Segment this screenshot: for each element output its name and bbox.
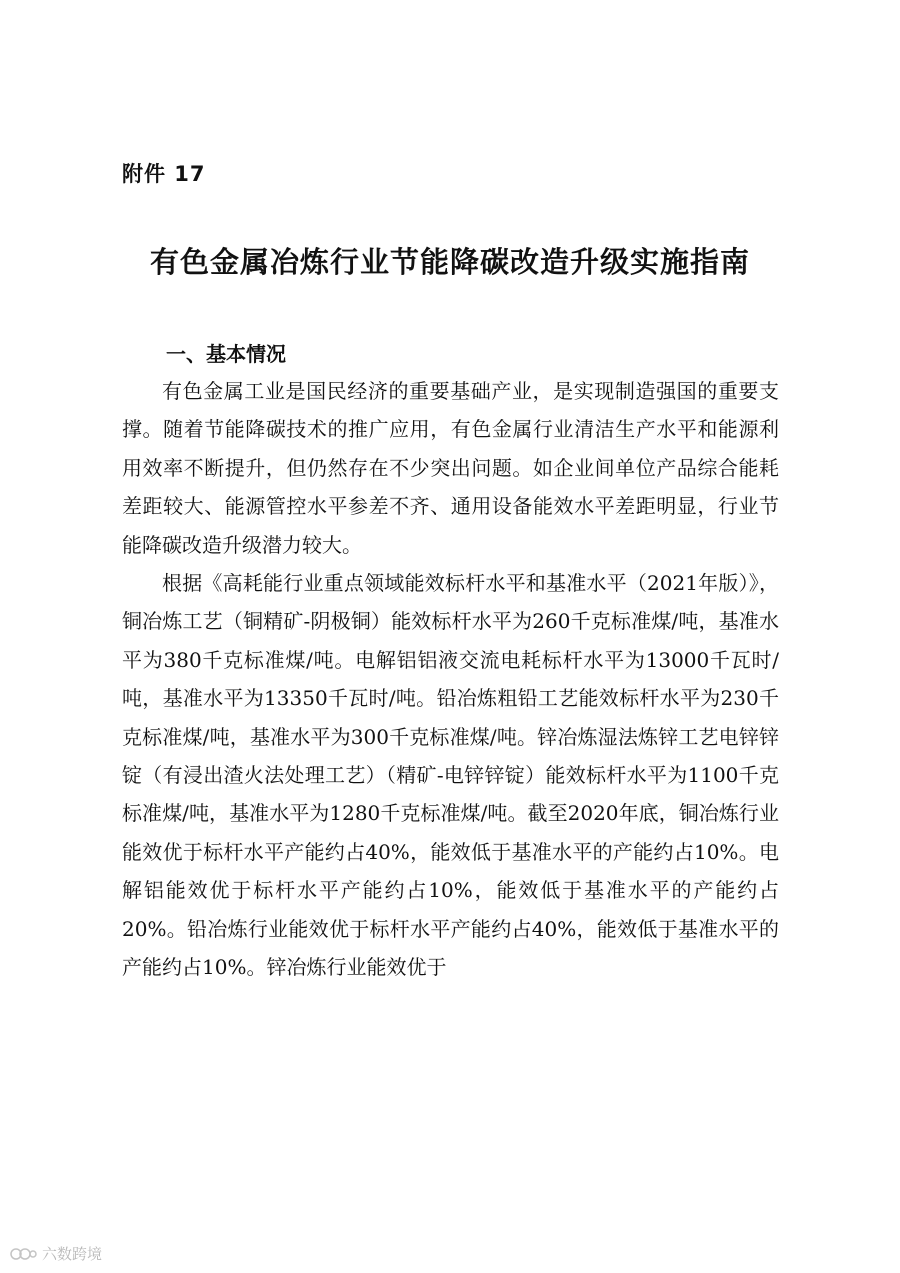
attachment-label: 附件 17: [122, 162, 206, 186]
watermark-logo-icon: [10, 1245, 38, 1263]
watermark-text: 六数跨境: [42, 1245, 103, 1263]
document-title: 有色金属冶炼行业节能降碳改造升级实施指南: [149, 245, 750, 279]
paragraph: 根据《高耗能行业重点领域能效标杆水平和基准水平（2021年版）》，铜冶炼工艺（铜精矿-阴极铜）能效标杆水平为260千克标准煤/吨，基准水平为380千克标准煤/吨。电解铝铝液交流电耗标杆水平为13000千瓦时/吨，基准水平为13350千瓦时/吨。铅冶炼粗铅工艺能效标杆水平为230千克标准煤/吨，基准水平为300千克标准煤/吨。锌冶炼湿法炼锌工艺电锌锌锭（有浸出渣火法处理工艺）（精矿-电锌锌锭）能效标杆水平为1100千克标准煤/吨，基准水平为1280千克标准煤/吨。截至2020年底，铜冶炼行业能效优于标杆水平产能约占40%，能效低于基准水平的产能约占10%。电解铝能效优于标杆水平产能约占10%，能效低于基准水平的产能约占20%。铅冶炼行业能效优于标杆水平产能约占40%，能效低于基准水平的产能约占10%。锌冶炼行业能效优于: [122, 571, 779, 980]
watermark: [10, 1243, 102, 1264]
section-heading: 一、基本情况: [166, 342, 286, 366]
paragraph: 有色金属工业是国民经济的重要基础产业，是实现制造强国的重要支撑。随着节能降碳技术的推广应用，有色金属行业清洁生产水平和能源利用效率不断提升，但仍然存在不少突出问题。如企业间单位产品综合能耗差距较大、能源管控水平参差不齐、通用设备能效水平差距明显，行业节能降碳改造升级潜力较大。: [122, 379, 779, 557]
body-text: [122, 372, 779, 987]
